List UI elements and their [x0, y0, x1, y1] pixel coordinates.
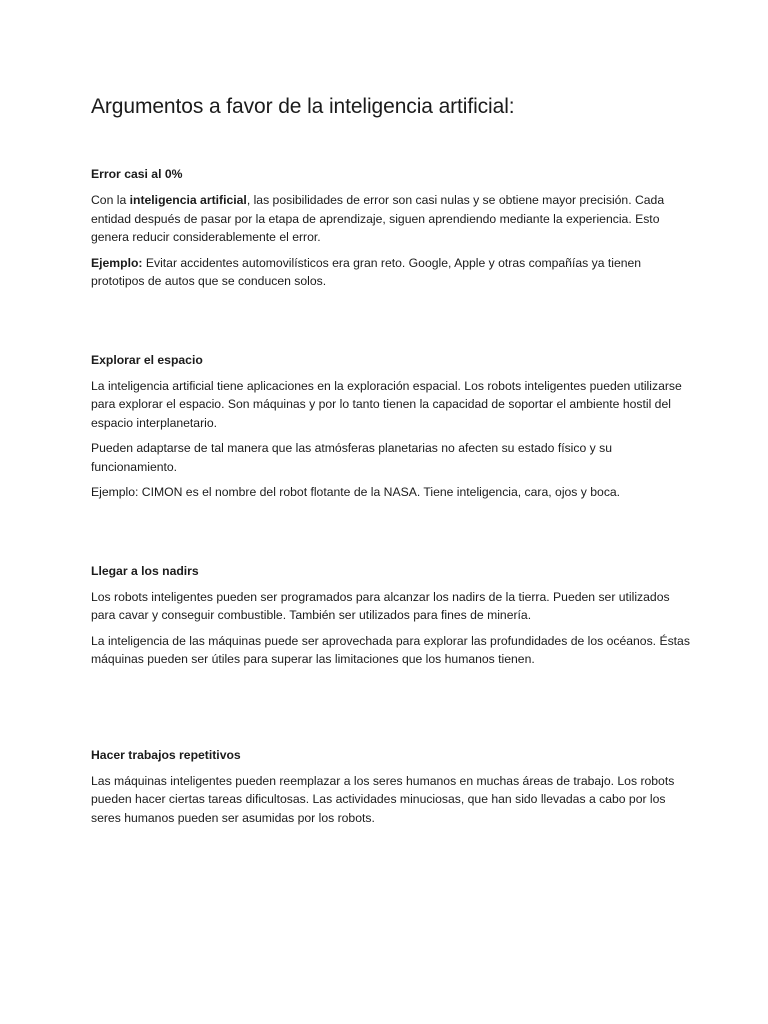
bold-term: inteligencia artificial [129, 193, 247, 207]
section-heading: Explorar el espacio [91, 352, 203, 367]
document-content [91, 92, 691, 827]
section-paragraph [91, 191, 691, 247]
section-space [91, 351, 691, 502]
section-heading: Llegar a los nadirs [91, 563, 199, 578]
section-repetitive-work [91, 746, 691, 828]
section-paragraph: Pueden adaptarse de tal manera que las atmósferas planetarias no afecten su estado físico y su funcionamiento. [91, 441, 612, 474]
section-error [91, 165, 691, 291]
section-paragraph: Ejemplo: CIMON es el nombre del robot flotante de la NASA. Tiene inteligencia, cara, ojos y boca. [91, 485, 621, 499]
section-heading: Error casi al 0% [91, 167, 183, 181]
section-paragraph: La inteligencia artificial tiene aplicaciones en la exploración espacial. Los robots inteligentes pueden utilizarse para explorar el espacio. Son máquinas y por lo tanto tienen la capacidad de soportar el ambiente hostil del espacio interplanetario. [91, 378, 682, 430]
section-paragraph: La inteligencia de las máquinas puede ser aprovechada para explorar las profundidades de los océanos. Éstas máquinas pueden ser útiles para superar las limitaciones que los humanos tienen. [91, 633, 690, 666]
section-nadirs [91, 562, 691, 669]
section-heading: Hacer trabajos repetitivos [91, 747, 241, 762]
section-paragraph: Los robots inteligentes pueden ser programados para alcanzar los nadirs de la tierra. Pueden ser utilizados para cavar y conseguir combustible. También ser utilizados para fines de minería. [91, 589, 670, 622]
section-paragraph: Las máquinas inteligentes pueden reemplazar a los seres humanos en muchas áreas de trabajo. Los robots pueden hacer ciertas tareas dificultosas. Las actividades minuciosas, que han sido llevadas a cabo por los seres humanos pueden ser asumidas por los robots. [91, 773, 675, 825]
example-label: Ejemplo: [91, 255, 143, 270]
paragraph-text: Evitar accidentes automovilísticos era gran reto. Google, Apple y otras compañías ya tienen prototipos de autos que se conducen solos. [91, 255, 642, 288]
document-title: Argumentos a favor de la inteligencia artificial: [91, 95, 515, 118]
section-paragraph [91, 254, 691, 291]
paragraph-text: , las posibilidades de error son casi nulas y se obtiene mayor precisión. Cada entidad después de pasar por la etapa de aprendizaje, siguen aprendiendo mediante la experiencia. Esto genera reducir considerablemente el error. [91, 193, 665, 244]
paragraph-text-start: Con la [91, 193, 130, 207]
